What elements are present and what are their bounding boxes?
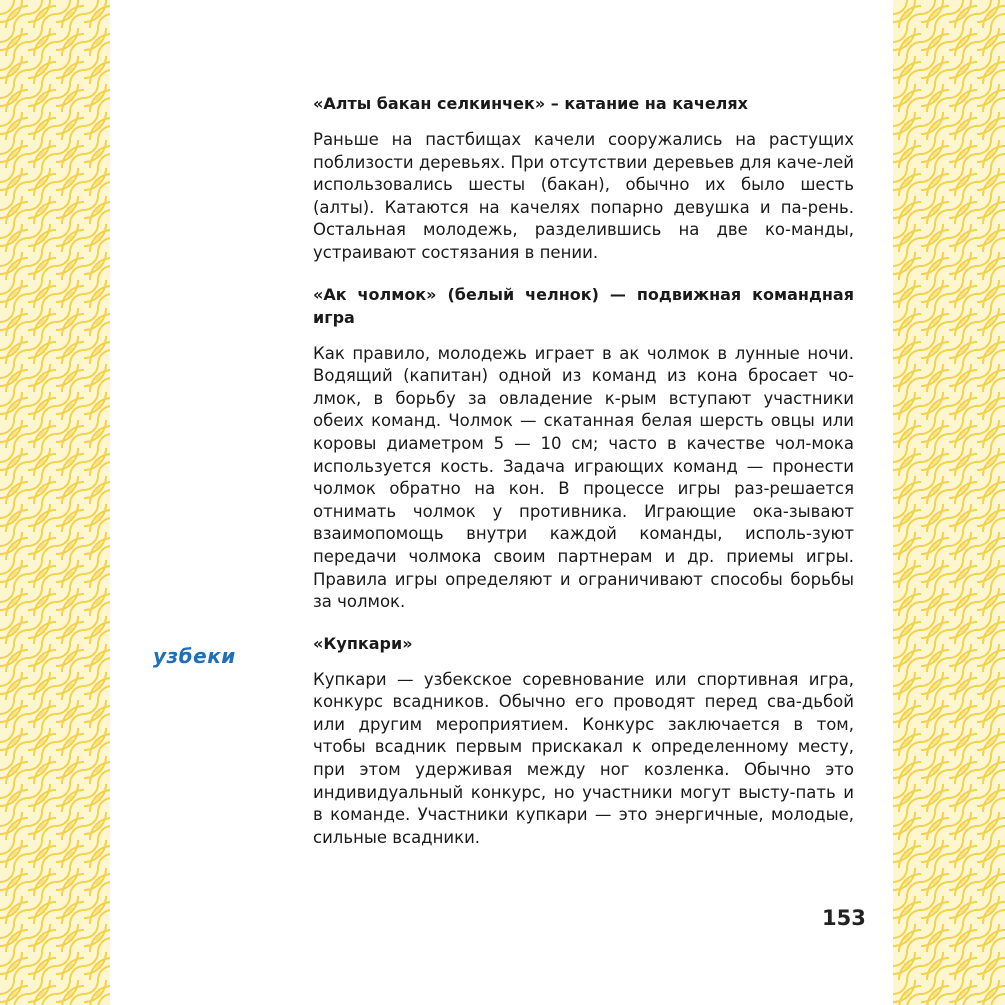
page-content xyxy=(313,92,854,867)
heading-ak-cholmok: «Ак чолмок» (белый челнок) — подвижная командная игра xyxy=(313,284,854,327)
paragraph-ak-cholmok: Как правило, молодежь играет в ак чолмок в лунные ночи. Водящий (капитан) одной из команд из кона бросает чо-лмок, в борьбу за овладение к-рым вступают участники обеих команд. Чолмок — скатанная белая шерсть овцы или коровы диаметром 5 — 10 см; часто в качестве чол-мока используется кость. Задача играющих команд — пронести чолмок обратно на кон. В процессе игры раз-решается отнимать чолмок у противника. Играющие ока-зывают взаимопомощь внутри каждой команды, исполь-зуют передачи чолмока своим партнерам и др. приемы игры. Правила игры определяют и ограничивают способы борьбы за чолмок. xyxy=(313,343,854,612)
decorative-border-left xyxy=(0,0,110,1005)
decorative-border-right xyxy=(893,0,1005,1005)
heading-alty-bakan: «Алты бакан селкинчек» – катание на качелях xyxy=(313,94,748,113)
page-number: 153 xyxy=(822,906,866,930)
paragraph-kupkari: Купкари — узбекское соревнование или спортивная игра, конкурс всадников. Обычно его проводят перед сва-дьбой или другим мероприятием. Конкурс заключается в том, чтобы всадник первым прискакал к определенному месту, при этом удерживая между ног козленка. Обычно это индивидуальный конкурс, но участники могут высту-пать и в команде. Участники купкари — это энергичные, молодые, сильные всадники. xyxy=(313,669,854,847)
heading-kupkari: «Купкари» xyxy=(313,633,413,653)
paragraph-alty-bakan: Раньше на пастбищах качели сооружались на растущих поблизости деревьях. При отсутствии деревьев для каче-лей использовались шесты (бакан), обычно их было шесть (алты). Катаются на качелях попарно девушка и па-рень. Остальная молодежь, разделившись на две ко-манды, устраивают состязания в пении. xyxy=(313,130,854,262)
section-label-uzbeks: узбеки xyxy=(153,644,236,668)
